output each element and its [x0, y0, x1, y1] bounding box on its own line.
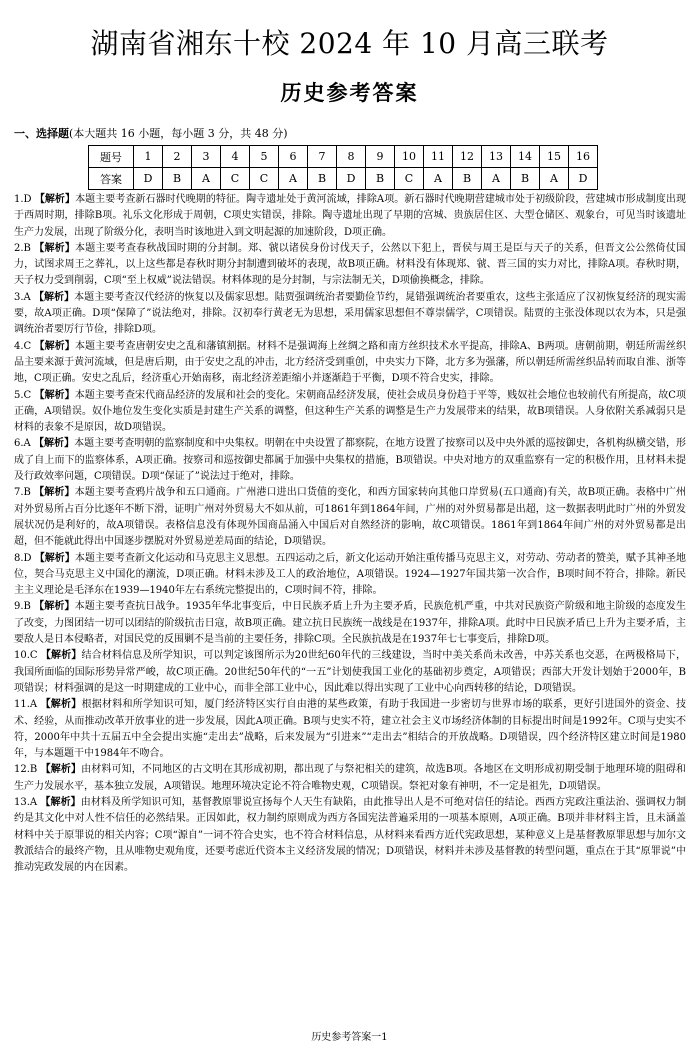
analysis-tag: 【解析】 [34, 242, 76, 254]
analysis-tag: 【解析】 [40, 796, 81, 808]
question-number: 9 [366, 146, 395, 168]
answer-cell: A [279, 168, 308, 190]
item-prefix: 13.A [14, 796, 41, 808]
item-prefix: 4.C [14, 340, 35, 352]
item-text: 本题主要考查宋代商品经济的发展和社会的变化。宋朝商品经济发展，使社会成员身份趋于平等，贱奴社会地位也较前代有所提高，故C项正确，A项错误。奴仆地位发生变化实质是封建生产关系的调整，但这种生产关系的调整是生产力发展带来的结果，故B项错误。人身依附关系减弱只是材料的表象不是原因，故D项错误。 [14, 389, 687, 434]
item-prefix: 10.C [14, 650, 41, 662]
answer-cell: A [540, 168, 569, 190]
answer-cell: B [308, 168, 337, 190]
section-heading [14, 127, 288, 141]
analysis-tag: 【解析】 [40, 764, 82, 776]
page-title: 湖南省湘东十校 2024 年 10 月高三联考 [90, 27, 609, 60]
answer-table-row-numbers [89, 146, 598, 168]
explanation-item [14, 436, 686, 485]
item-text: 由材料及所学知识可知，基督教原罪说宣扬每个人天生有缺陷，由此推导出人是不可绝对信任的结论。西西方宪政注重法治、强调权力制约是其文化中对人性不信任的必然结果。正因如此，权力制约原则成为西方各国宪法普遍采用的一项基本原则，A项正确。B项并非材料主旨，且未涵盖材料中关于原罪说的相关内容；C项“源自”一词不符合史实，也不符合材料信息，从材料来看西方近代宪政思想，某种意义上是基督教原罪思想与加尔文教派结合的最终产物，且从唯物史观角度，还要考虑近代资本主义经济发展的情况；D项错误，材料并未涉及基督教的转型问题，重点在于其“原罪说”中推动宪政发展的内在因素。 [14, 796, 687, 874]
question-number: 5 [250, 146, 279, 168]
analysis-tag: 【解析】 [40, 650, 82, 662]
question-number: 7 [308, 146, 337, 168]
question-number: 3 [192, 146, 221, 168]
page-subtitle: 历史参考答案 [280, 80, 419, 105]
explanation-item [14, 762, 686, 795]
item-prefix: 8.D [14, 552, 35, 564]
answer-cell: C [221, 168, 250, 190]
answer-cell: B [511, 168, 540, 190]
item-prefix: 3.A [14, 291, 34, 303]
item-text: 本题主要考查明朝的监察制度和中央集权。明朝在中央设置了都察院，在地方设置了按察司以及中央外派的巡按御史，各机构纵横交错，形成了自上而下的监察体系，A项正确。按察司和巡按御史都属于加强中央集权的措施，B项错误。中央对地方的双重监察有一定的积极作用，且材料未提及行政效率问题，C项错误。D项“保证了”说法过于绝对，排除。 [14, 438, 687, 483]
section-label: 一、选择题 [14, 127, 69, 140]
item-prefix: 1.D [14, 194, 35, 205]
item-text: 本题主要考查唐朝安史之乱和藩镇割据。材料不是强调海上丝绸之路和南方丝织技术水平提高，排除A、B两项。唐朝前期，朝廷所需丝织品主要来源于黄河流域，但是唐后期，由于安史之乱的冲击，北方经济受到重创，中央实力下降，北方多为强藩，所以朝廷所需丝织品转而取自淮、浙等地，C项正确。安史之乱后，经济重心开始南移，南北经济差距缩小并逐渐趋于平衡，D项不符合史实，排除。 [14, 340, 686, 385]
section-note: (本大题共 16 小题，每小题 3 分，共 48 分) [69, 127, 288, 140]
analysis-tag: 【解析】 [34, 389, 75, 401]
item-prefix: 12.B [14, 764, 41, 776]
question-number: 1 [134, 146, 163, 168]
explanation-item [14, 795, 686, 876]
explanation-item [14, 697, 686, 762]
item-prefix: 11.A [14, 699, 41, 711]
item-text: 本题主要考查汉代经济的恢复以及儒家思想。陆贾强调统治者要勤俭节约，晁错强调统治者要重农，这些主张适应了汉初恢复经济的现实需要，故A项正确。D项“保障了”说法绝对，排除。汉初奉行黄老无为思想，采用儒家思想但不尊崇儒学，C项错误。陆贾的主张没体现以农为本，只是强调统治者要厉行节俭，排除D项。 [14, 291, 687, 336]
question-number: 2 [163, 146, 192, 168]
item-prefix: 5.C [14, 389, 35, 401]
item-prefix: 9.B [14, 601, 35, 613]
explanation-item [14, 551, 686, 600]
question-number: 12 [453, 146, 482, 168]
question-number: 8 [337, 146, 366, 168]
question-number: 4 [221, 146, 250, 168]
answer-table-row-answers [89, 168, 598, 190]
analysis-tag: 【解析】 [34, 487, 75, 499]
question-number: 11 [424, 146, 453, 168]
answer-cell: D [337, 168, 366, 190]
answer-cell: A [424, 168, 453, 190]
item-prefix: 2.B [14, 242, 35, 254]
explanation-item [14, 241, 686, 290]
analysis-tag: 【解析】 [34, 340, 75, 352]
question-number: 14 [511, 146, 540, 168]
explanation-item [14, 192, 686, 241]
answer-cell: D [134, 168, 163, 190]
answer-cell: A [482, 168, 511, 190]
answer-cell: B [366, 168, 395, 190]
item-text: 由材料可知，不同地区的古文明在其形成初期，都出现了与祭祀相关的建筑，故选B项。各地区在文明形成初期受制于地理环境的阻碍和生产力发展水平，基本独立发展，A项错误。地理环境决定论不符合唯物史观，C项错误。祭祀对象有神明，不一定是祖先，D项错误。 [14, 764, 686, 792]
question-number: 16 [569, 146, 598, 168]
question-number: 13 [482, 146, 511, 168]
item-prefix: 7.B [14, 487, 35, 499]
question-number: 15 [540, 146, 569, 168]
item-text: 本题主要考查鸦片战争和五口通商。广州港口进出口货值的变化，和西方国家转向其他口岸贸易(五口通商)有关，故B项正确。表格中广州对外贸易所占百分比逐年不断下滑，证明广州对外贸易大不如从前，可1861年到1864年间，广州的对外贸易都是出超，这一数据表明此时广州的外贸发展状况仍是利好的，故A项错误。表格信息没有体现外国商品涌入中国后对自然经济的影响，故C项错误。1861年到1864年间广州的对外贸易都是出超，但不能就此得出中国逐步摆脱对外贸易逆差局面的结论，D项错误。 [14, 487, 686, 548]
answer-cell: A [192, 168, 221, 190]
row-label-number: 题号 [89, 146, 134, 168]
analysis-tag: 【解析】 [40, 699, 82, 711]
analysis-tag: 【解析】 [34, 552, 75, 564]
analysis-tag: 【解析】 [33, 438, 75, 450]
explanation-item [14, 648, 686, 697]
answer-cell: B [163, 168, 192, 190]
item-text: 结合材料信息及所学知识，可以判定该图所示为20世纪60年代的三线建设，当时中美关系尚未改善，中苏关系也交恶，在两极格局下，我国所面临的国际形势异常严峻，故C项正确。20世纪50年代的“一五”计划使我国工业化的基础初步奠定，A项错误；西部大开发计划始于2000年，B项错误；材料强调的是这一时期建成的工业中心，而非全部工业中心，因此难以得出实现了工业中心向西转移的结论，D项错误。 [14, 650, 686, 694]
item-text: 根据材料和所学知识可知，厦门经济特区实行自由港的某些政策，有助于我国进一步密切与世界市场的联系，更好引进国外的资金、技术、经验，从而推动改革开放事业的进一步发展，因此A项正确。B项与史实不符，建立社会主义市场经济体制的目标提出时间是1992年。C项与史实不符，2000年中共十五届五中全会提出实施“走出去”战略，后来发展为“引进来”“走出去”相结合的开放战略。D项错误，四个经济特区建立时间是1980年，与本题题干中1984年不吻合。 [14, 699, 687, 760]
answer-cell: D [569, 168, 598, 190]
answer-cell: C [250, 168, 279, 190]
page-footer: 历史参考答案一1 [311, 1032, 388, 1043]
explanations [14, 192, 686, 876]
row-label-answer: 答案 [89, 168, 134, 190]
item-text: 本题主要考查抗日战争。1935年华北事变后，中日民族矛盾上升为主要矛盾，民族危机严重，中共对民族资产阶级和地主阶级的态度发生了改变，力图团结一切可以团结的阶级抗击日寇，故B项正确。建立抗日民族统一战线是在1937年，排除A项。此时中日民族矛盾已上升为主要矛盾，主要敌人是日本侵略者，对国民党的反围剿不是当前的主要任务，排除C项。全民族抗战是在1937年七七事变后，排除D项。 [14, 601, 686, 646]
analysis-tag: 【解析】 [34, 601, 75, 613]
analysis-tag: 【解析】 [33, 291, 75, 303]
item-text: 本题主要考查新文化运动和马克思主义思想。五四运动之后，新文化运动开始注重传播马克思主义，对劳动、劳动者的赞美，赋予其神圣地位，契合马克思主义中国化的潮流，D项正确。材料未涉及工人的政治地位，A项错误。1924—1927年国共第一次合作，B项时间不符合，排除。新民主主义理论是毛泽东在1939—1940年左右系统完整提出的，C项时间不符，排除。 [14, 552, 686, 597]
analysis-tag: 【解析】 [34, 194, 76, 205]
explanation-item [14, 339, 686, 388]
answer-cell: C [395, 168, 424, 190]
explanation-item [14, 388, 686, 437]
answer-table [88, 145, 598, 190]
question-number: 10 [395, 146, 424, 168]
explanation-item [14, 290, 686, 339]
item-text: 本题主要考查春秋战国时期的分封制。郑、虢以诸侯身份讨伐天子，公然以下犯上，晋侯与周王是臣与天子的关系，但晋文公公然倚仗国力，试图求周王之葬礼，以上这些都是春秋时期分封制遭到破坏的表现，故B项正确。材料没有体现郑、虢、晋三国的实力对比，排除A项。春秋时期，天子权力受到削弱，C项“至上权威”说法错误。材料体现的是分封制，与宗法制无关，D项偷换概念，排除。 [14, 242, 687, 287]
item-text: 本题主要考查新石器时代晚期的特征。陶寺遗址处于黄河流域，排除A项。新石器时代晚期营建城市处于初级阶段，营建城市形成制度出现于西周时期，排除B项。礼乐文化形成于周朝，C项史实错误，排除。陶寺遗址出现了早期的宫城、贵族居住区、大型仓储区、观象台，可见当时该遗址生产力发展，出现了阶级分化，表明当时该地进入到文明起源的加速阶段，D项正确。 [14, 194, 686, 238]
explanation-item [14, 599, 686, 648]
question-number: 6 [279, 146, 308, 168]
explanation-item [14, 485, 686, 550]
answer-cell: B [453, 168, 482, 190]
item-prefix: 6.A [14, 438, 34, 450]
